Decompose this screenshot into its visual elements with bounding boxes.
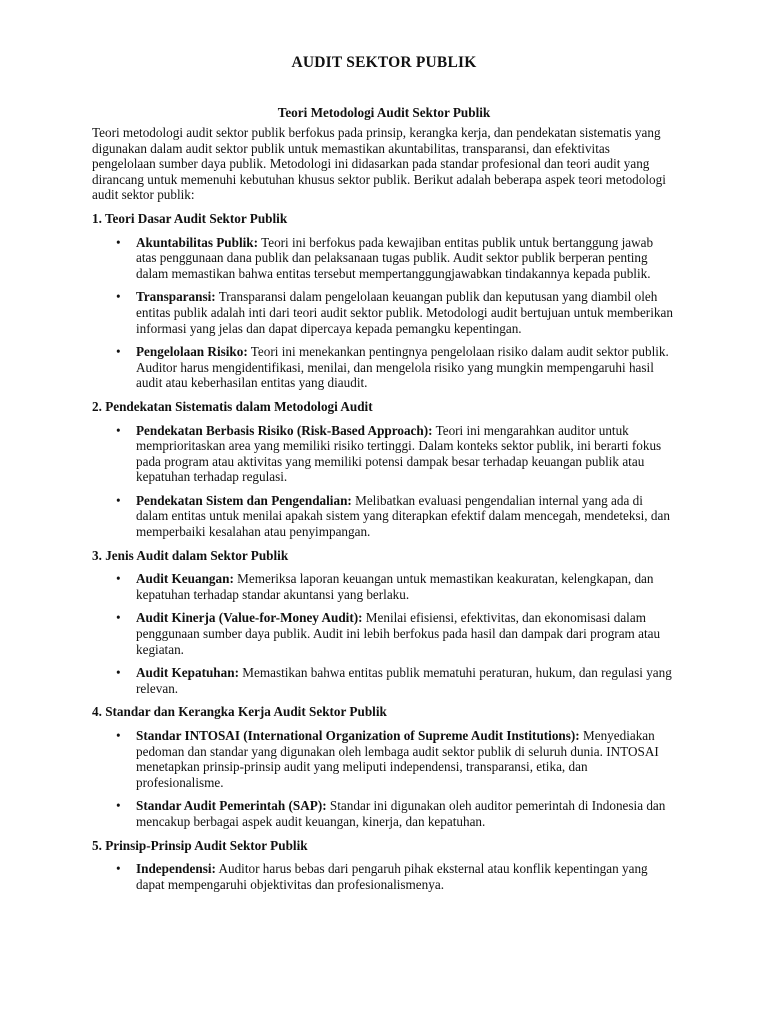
section-heading: 4. Standar dan Kerangka Kerja Audit Sektor Publik (92, 704, 387, 720)
bullet-list (92, 728, 676, 830)
item-term: Independensi: (136, 861, 216, 877)
list-item (92, 728, 676, 790)
item-text: Transparansi dalam pengelolaan keuangan publik dan keputusan yang diambil oleh entitas publik adalah inti dari teori audit sektor publik. Metodologi audit bertujuan untuk memberikan informasi yang jelas dan dapat dipercaya kepada pemangku kepentingan. (136, 289, 673, 336)
bullet-icon: • (116, 728, 121, 743)
section-heading: 3. Jenis Audit dalam Sektor Publik (92, 547, 289, 563)
bullet-list (92, 861, 676, 892)
list-item (92, 289, 676, 336)
item-term: Pendekatan Sistem dan Pengendalian: (136, 492, 352, 508)
bullet-icon: • (116, 665, 121, 681)
bullet-icon: • (116, 861, 121, 877)
section-heading: 2. Pendekatan Sistematis dalam Metodologi Audit (92, 398, 373, 414)
item-term: Audit Kinerja (Value-for-Money Audit): (136, 610, 363, 626)
list-item (92, 861, 676, 892)
item-term: Akuntabilitas Publik: (136, 234, 259, 250)
list-item (92, 344, 676, 391)
bullet-icon: • (116, 422, 121, 438)
list-item (92, 571, 676, 602)
item-term: Audit Keuangan: (136, 571, 234, 587)
section-heading: 5. Prinsip-Prinsip Audit Sektor Publik (92, 837, 308, 853)
list-item (92, 235, 676, 282)
bullet-icon: • (116, 798, 121, 814)
list-item (92, 665, 676, 696)
document-subtitle: Teori Metodologi Audit Sektor Publik (277, 105, 491, 120)
list-item (92, 798, 676, 829)
item-text: Menyediakan pedoman dan standar yang digunakan oleh lembaga audit sektor publik di seluruh dunia. INTOSAI menetapkan prinsip-prinsip audit yang meliputi independensi, transparansi, etika, dan profesionalisme. (136, 728, 659, 790)
item-text: Teori ini menekankan pentingnya pengelolaan risiko dalam audit sektor publik. Auditor harus mengidentifikasi, menilai, dan mengelola risiko yang mungkin mempengaruhi hasil audit atau keberhasilan entitas yang diaudit. (136, 344, 669, 391)
item-text: Teori ini mengarahkan auditor untuk memprioritaskan area yang memiliki risiko tertinggi. Dalam konteks sektor publik, ini berarti fokus pada program atau aktivitas yang memiliki potensi dampak besar terhadap keuangan publik atau kepatuhan terhadap regulasi. (136, 422, 662, 485)
item-term: Standar Audit Pemerintah (SAP): (136, 798, 327, 814)
item-text: Standar ini digunakan oleh auditor pemerintah di Indonesia dan mencakup berbagai aspek audit keuangan, kinerja, dan kepatuhan. (136, 798, 666, 829)
bullet-icon: • (116, 610, 121, 626)
item-text: Teori ini berfokus pada kewajiban entitas publik untuk bertanggung jawab atas penggunaan dana publik dan pelaksanaan tugas publik. Audit sektor publik berperan penting dalam memastikan bahwa entitas tersebut mempertanggungjawabkan tindakannya kepada publik. (136, 234, 654, 281)
item-text: Memeriksa laporan keuangan untuk memastikan keakuratan, kelengkapan, dan kepatuhan terhadap standar akuntansi yang berlaku. (136, 571, 654, 602)
item-term: Pengelolaan Risiko: (136, 344, 248, 360)
item-term: Audit Kepatuhan: (136, 665, 239, 681)
item-term: Standar INTOSAI (International Organization of Supreme Audit Institutions): (136, 728, 580, 743)
list-item (92, 610, 676, 657)
intro-paragraph: Teori metodologi audit sektor publik berfokus pada prinsip, kerangka kerja, dan pendekatan sistematis yang digunakan dalam audit sektor publik untuk memastikan akuntabilitas, transparansi, dan efektivitas pengelolaan sumber daya publik. Metodologi ini didasarkan pada standar profesional dan teori audit yang dirancang untuk memenuhi kebutuhan khusus sektor publik. Berikut adalah beberapa aspek teori metodologi audit sektor publik: (92, 125, 666, 203)
list-item (92, 493, 676, 540)
item-text: Melibatkan evaluasi pengendalian internal yang ada di dalam entitas untuk menilai apakah sistem yang diterapkan efektif dalam mencegah, mendeteksi, dan memperbaiki kesalahan atau penyimpangan. (136, 492, 670, 540)
item-text: Memastikan bahwa entitas publik mematuhi peraturan, hukum, dan regulasi yang relevan. (136, 665, 672, 696)
bullet-icon: • (116, 289, 121, 305)
item-text: Auditor harus bebas dari pengaruh pihak eksternal atau konflik kepentingan yang dapat mempengaruhi objektivitas dan profesionalismenya. (136, 861, 648, 892)
bullet-list (92, 235, 676, 391)
bullet-icon: • (116, 344, 121, 360)
list-item (92, 423, 676, 485)
item-term: Pendekatan Berbasis Risiko (Risk-Based Approach): (136, 422, 433, 438)
item-text: Menilai efisiensi, efektivitas, dan ekonomisasi dalam penggunaan sumber daya publik. Audit ini lebih berfokus pada hasil dan dampak dari program atau kegiatan. (136, 610, 661, 657)
bullet-icon: • (116, 234, 121, 250)
document-title: AUDIT SEKTOR PUBLIK (291, 54, 477, 71)
item-term: Transparansi: (136, 289, 216, 305)
section-heading: 1. Teori Dasar Audit Sektor Publik (92, 210, 288, 226)
bullet-icon: • (116, 492, 121, 508)
bullet-icon: • (116, 571, 121, 587)
bullet-list (92, 423, 676, 540)
bullet-list (92, 571, 676, 696)
